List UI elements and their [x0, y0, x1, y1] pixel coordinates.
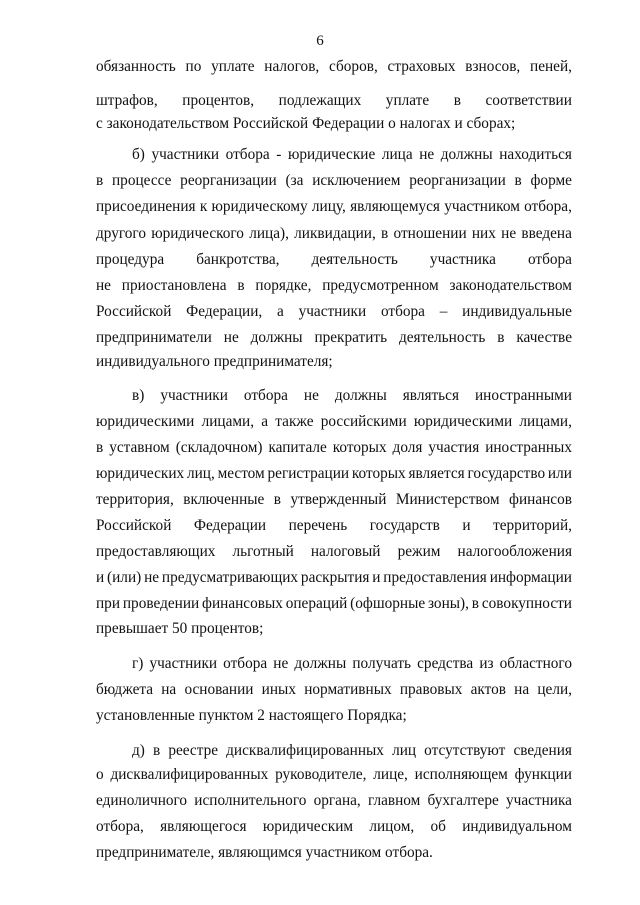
word: доля — [392, 439, 423, 456]
text-line — [96, 353, 572, 371]
word: не — [273, 655, 289, 672]
word: Российской — [96, 517, 172, 534]
text-line — [96, 58, 572, 76]
word: должны — [294, 655, 347, 672]
word: отбора — [225, 146, 270, 163]
word: законодательством — [449, 277, 572, 294]
word: иных — [261, 681, 296, 698]
word: юридическими — [96, 413, 195, 430]
text-line — [96, 303, 572, 321]
word: о — [96, 766, 104, 783]
word: в — [152, 742, 161, 759]
word: является — [408, 465, 465, 482]
word: органа, — [313, 792, 361, 809]
word: – — [439, 303, 448, 320]
word: них — [471, 225, 496, 242]
word: Федерации — [193, 517, 267, 534]
word: руководителе, — [275, 766, 367, 783]
word: должны — [440, 146, 493, 163]
word: бухгалтере — [427, 792, 499, 809]
word: д) — [132, 742, 145, 759]
word: правовых — [399, 681, 463, 698]
word: предусмотренном — [322, 277, 439, 294]
word: которых — [351, 465, 406, 482]
word: в — [514, 172, 522, 189]
word: регистрации — [267, 465, 350, 482]
word: актов — [470, 681, 506, 698]
word: страховых — [387, 58, 456, 75]
word: отношении — [393, 225, 467, 242]
word: исполняющем — [414, 766, 508, 783]
word: в — [471, 595, 480, 612]
word: (складочном) — [175, 439, 263, 456]
word: деятельность — [311, 251, 398, 268]
word: являющемуся — [350, 198, 440, 215]
word: банкротства, — [196, 251, 280, 268]
word: участники — [151, 146, 220, 163]
word: превышает 50 процентов; — [96, 620, 264, 637]
word: не — [501, 225, 517, 242]
word: реорганизации — [409, 172, 506, 189]
text-line — [96, 491, 572, 509]
word: на — [514, 681, 530, 698]
word: получать — [352, 655, 412, 672]
text-line — [96, 707, 572, 725]
word: не — [223, 329, 239, 346]
text-line — [132, 742, 572, 760]
word: раскрытия — [300, 569, 370, 586]
word: деятельность — [398, 329, 486, 346]
word: капитале — [268, 439, 327, 456]
word: лиц, — [186, 465, 215, 482]
word: лицу, — [311, 198, 346, 215]
word: обязанность — [96, 58, 176, 75]
word: налоговый — [310, 543, 381, 560]
word: отбора, — [96, 818, 144, 835]
word: юридических — [96, 465, 185, 482]
word: индивидуальном — [462, 818, 572, 835]
word: (за — [285, 172, 304, 189]
word: порядке, — [255, 277, 312, 294]
word: информации — [489, 569, 572, 586]
word: предоставления — [383, 569, 487, 586]
word: российскими — [320, 413, 407, 430]
word: в — [96, 439, 104, 456]
word: совокупности — [481, 595, 572, 612]
text-line — [96, 766, 572, 784]
word: на — [161, 681, 177, 698]
word: исключением — [312, 172, 401, 189]
word: взносов, — [465, 58, 521, 75]
word: дисквалифицированных — [110, 766, 269, 783]
word: юридическому — [211, 198, 308, 215]
word: нормативных — [304, 681, 392, 698]
text-line — [96, 329, 572, 347]
word: в — [381, 225, 389, 242]
word: не — [303, 387, 319, 404]
word: участника — [505, 792, 572, 809]
word: предусматривающих — [161, 569, 299, 586]
word: уплате — [385, 92, 430, 109]
word: установленные пунктом 2 настоящего Порядка; — [96, 707, 407, 724]
word: с законодательством Российской Федерации о налогах и сборах; — [96, 115, 516, 132]
word: участником — [444, 198, 520, 215]
word: по — [185, 58, 202, 75]
word: зоны), — [427, 595, 469, 612]
text-line — [96, 413, 572, 431]
word: б) — [132, 146, 145, 163]
word: в — [273, 491, 282, 508]
text-line — [96, 465, 572, 483]
word: введена — [521, 225, 572, 242]
word: являющегося — [160, 818, 247, 835]
text-line — [132, 146, 572, 164]
word: при — [96, 595, 121, 612]
word: приостановлена — [121, 277, 227, 294]
word: юридические — [287, 146, 376, 163]
word: также — [275, 413, 314, 430]
word: лиц — [392, 742, 417, 759]
text-line — [96, 818, 572, 836]
word: территорий, — [493, 517, 572, 534]
word: предприниматели — [96, 329, 212, 346]
word: функции — [514, 766, 572, 783]
text-line — [96, 681, 572, 699]
word: предпринимателе, являющимся участником отбора. — [96, 844, 433, 861]
word: Федерации, — [186, 303, 263, 320]
word: исполнительного — [194, 792, 307, 809]
text-line — [96, 198, 572, 216]
word: отбора, — [524, 198, 572, 215]
word: не — [144, 569, 160, 586]
word: юридическими — [413, 413, 513, 430]
word: лица — [381, 146, 413, 163]
word: должны — [334, 387, 387, 404]
word: участника — [429, 251, 496, 268]
word: в — [237, 277, 245, 294]
text-line — [96, 543, 572, 561]
text-line — [96, 844, 572, 862]
word: лицом, — [369, 818, 415, 835]
word: присоединения — [96, 198, 196, 215]
word: (или) — [107, 569, 142, 586]
word: дисквалифицированных — [226, 742, 384, 759]
word: находиться — [499, 146, 572, 163]
word: подлежащих — [278, 92, 362, 109]
word: средства — [417, 655, 474, 672]
word: Министерством — [395, 491, 500, 508]
word: областного — [499, 655, 572, 672]
word: проведении — [122, 595, 200, 612]
word: государство — [467, 465, 546, 482]
word: соответствии — [485, 92, 572, 109]
text-line — [132, 387, 572, 405]
word: иностранных — [485, 439, 572, 456]
word: - — [276, 146, 282, 163]
word: участники — [298, 303, 367, 320]
word: налогообложения — [457, 543, 572, 560]
word: юридического — [151, 225, 244, 242]
word: другого — [96, 225, 146, 242]
word: перечень — [288, 517, 348, 534]
word: местом — [217, 465, 265, 482]
word: ликвидации, — [294, 225, 376, 242]
text-line — [132, 655, 572, 673]
word: цели, — [537, 681, 572, 698]
word: включенные — [183, 491, 265, 508]
word: отсутствуют — [424, 742, 506, 759]
word: сборов, — [329, 58, 378, 75]
word: не — [96, 277, 111, 294]
word: качестве — [516, 329, 572, 346]
word: из — [479, 655, 494, 672]
word: режим — [397, 543, 441, 560]
word: территория, — [96, 491, 174, 508]
word: главном — [367, 792, 421, 809]
word: процентов, — [182, 92, 255, 109]
word: в — [497, 329, 505, 346]
word: лицами, — [201, 413, 255, 430]
word: единоличного — [96, 792, 188, 809]
word: лица), — [249, 225, 289, 242]
word: основании — [184, 681, 254, 698]
word: иностранными — [474, 387, 572, 404]
word: являться — [402, 387, 459, 404]
word: налогов, — [264, 58, 320, 75]
word: отбора — [527, 251, 572, 268]
word: отбора — [223, 655, 268, 672]
text-line — [96, 517, 572, 535]
word: пеней, — [530, 58, 572, 75]
word: лицами, — [519, 413, 572, 430]
word: предоставляющих — [96, 543, 216, 560]
text-line — [96, 225, 572, 243]
word: не — [419, 146, 435, 163]
word: форме — [530, 172, 572, 189]
word: в) — [132, 387, 145, 404]
word: юридическим — [262, 818, 354, 835]
text-line — [96, 277, 572, 295]
text-line — [96, 115, 572, 133]
word: сведения — [513, 742, 572, 759]
text-line — [96, 569, 572, 587]
word: процедура — [96, 251, 165, 268]
word: которых — [332, 439, 387, 456]
text-line — [96, 595, 572, 613]
word: к — [199, 198, 208, 215]
word: реестре — [168, 742, 219, 759]
word: лице, — [373, 766, 408, 783]
word: финансов — [509, 491, 572, 508]
word: отбора — [380, 303, 425, 320]
text-line — [96, 251, 572, 269]
word: об — [430, 818, 446, 835]
word: и — [96, 569, 105, 586]
text-line — [96, 620, 572, 638]
word: финансовых — [202, 595, 283, 612]
word: индивидуального предпринимателя; — [96, 353, 333, 370]
word: должны — [250, 329, 303, 346]
word: или — [547, 465, 572, 482]
word: операций — [285, 595, 348, 612]
text-line — [96, 439, 572, 457]
word: реорганизации — [180, 172, 277, 189]
word: процессе — [112, 172, 172, 189]
word: участники — [160, 387, 228, 404]
word: прекратить — [314, 329, 388, 346]
word: уставном — [109, 439, 170, 456]
word: а — [261, 413, 269, 430]
word: штрафов, — [96, 92, 158, 109]
word: в — [96, 172, 104, 189]
word: в — [453, 92, 461, 109]
word: уплате — [211, 58, 255, 75]
word: льготный — [232, 543, 294, 560]
word: участники — [149, 655, 218, 672]
page-number: 6 — [316, 33, 324, 49]
word: индивидуальные — [462, 303, 572, 320]
word: и — [462, 517, 471, 534]
word: Российской — [96, 303, 172, 320]
text-line — [96, 92, 572, 110]
word: (офшорные — [350, 595, 426, 612]
word: утвержденный — [290, 491, 387, 508]
word: участия — [428, 439, 480, 456]
word: бюджета — [96, 681, 154, 698]
word: государств — [369, 517, 440, 534]
text-line — [96, 172, 572, 190]
word: г) — [132, 655, 144, 672]
text-line — [96, 792, 572, 810]
word: а — [277, 303, 284, 320]
word: отбора — [243, 387, 288, 404]
word: и — [372, 569, 381, 586]
